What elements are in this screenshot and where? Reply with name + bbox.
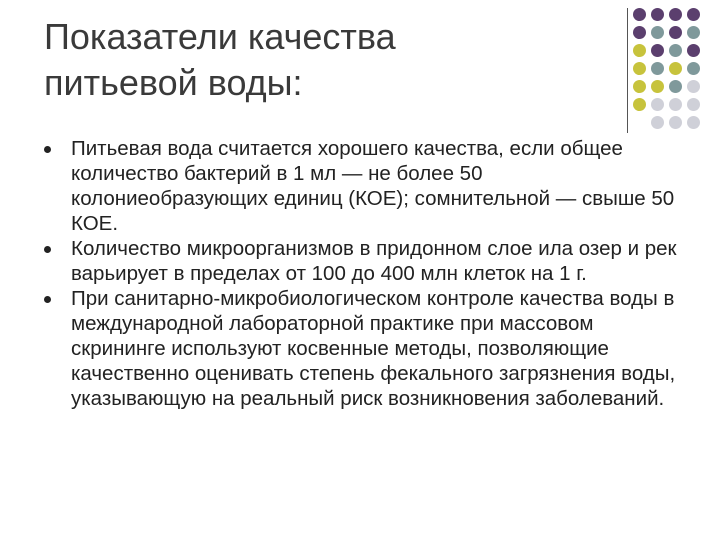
decorative-dot xyxy=(669,8,682,21)
page-title xyxy=(44,14,604,106)
bullet-icon xyxy=(44,296,51,303)
decorative-dot xyxy=(669,26,682,39)
decorative-dot xyxy=(669,98,682,111)
decorative-dot xyxy=(633,98,646,111)
list-item xyxy=(44,286,684,411)
decorative-dot xyxy=(651,80,664,93)
decorative-dot xyxy=(669,44,682,57)
decorative-dot xyxy=(633,26,646,39)
decorative-dot xyxy=(633,44,646,57)
decorative-dot xyxy=(633,62,646,75)
decorative-dot xyxy=(687,116,700,129)
decorative-dot xyxy=(687,26,700,39)
decorative-dot xyxy=(687,8,700,21)
title-line-2: питьевой воды: xyxy=(44,62,303,103)
list-item xyxy=(44,236,684,286)
decorative-dot xyxy=(669,116,682,129)
decorative-dot xyxy=(651,26,664,39)
bullet-text: Питьевая вода считается хорошего качества, если общее количество бактерий в 1 мл — не более 50 колониеобразующих единиц (КОЕ); сомнительной — свыше 50 КОЕ. xyxy=(71,137,675,235)
decorative-dot xyxy=(687,62,700,75)
decorative-dot xyxy=(687,44,700,57)
decorative-dot xyxy=(687,98,700,111)
decorative-dot xyxy=(687,80,700,93)
decorative-dot xyxy=(633,8,646,21)
decorative-dot xyxy=(651,8,664,21)
decorative-dot xyxy=(651,44,664,57)
decorative-dot xyxy=(651,116,664,129)
list-item xyxy=(44,136,684,236)
decorative-dot xyxy=(651,98,664,111)
decorative-dot xyxy=(651,62,664,75)
bullet-text: При санитарно-микробиологическом контроле качества воды в международной лабораторной практике при массовом скрининге используют косвенные методы, позволяющие качественно оценивать степень фекального загрязнения воды, указывающую на реальный риск возникновения заболеваний. xyxy=(71,287,676,410)
bullet-icon xyxy=(44,246,51,253)
decorative-dot xyxy=(669,80,682,93)
bullet-text: Количество микроорганизмов в придонном слое ила озер и рек варьирует в пределах от 100 до 400 млн клеток на 1 г. xyxy=(71,237,677,285)
decorative-dot xyxy=(633,80,646,93)
decorative-dot xyxy=(669,62,682,75)
bullet-icon xyxy=(44,146,51,153)
bullet-list xyxy=(44,136,684,411)
title-line-1: Показатели качества xyxy=(44,16,396,57)
vertical-divider xyxy=(627,8,628,133)
